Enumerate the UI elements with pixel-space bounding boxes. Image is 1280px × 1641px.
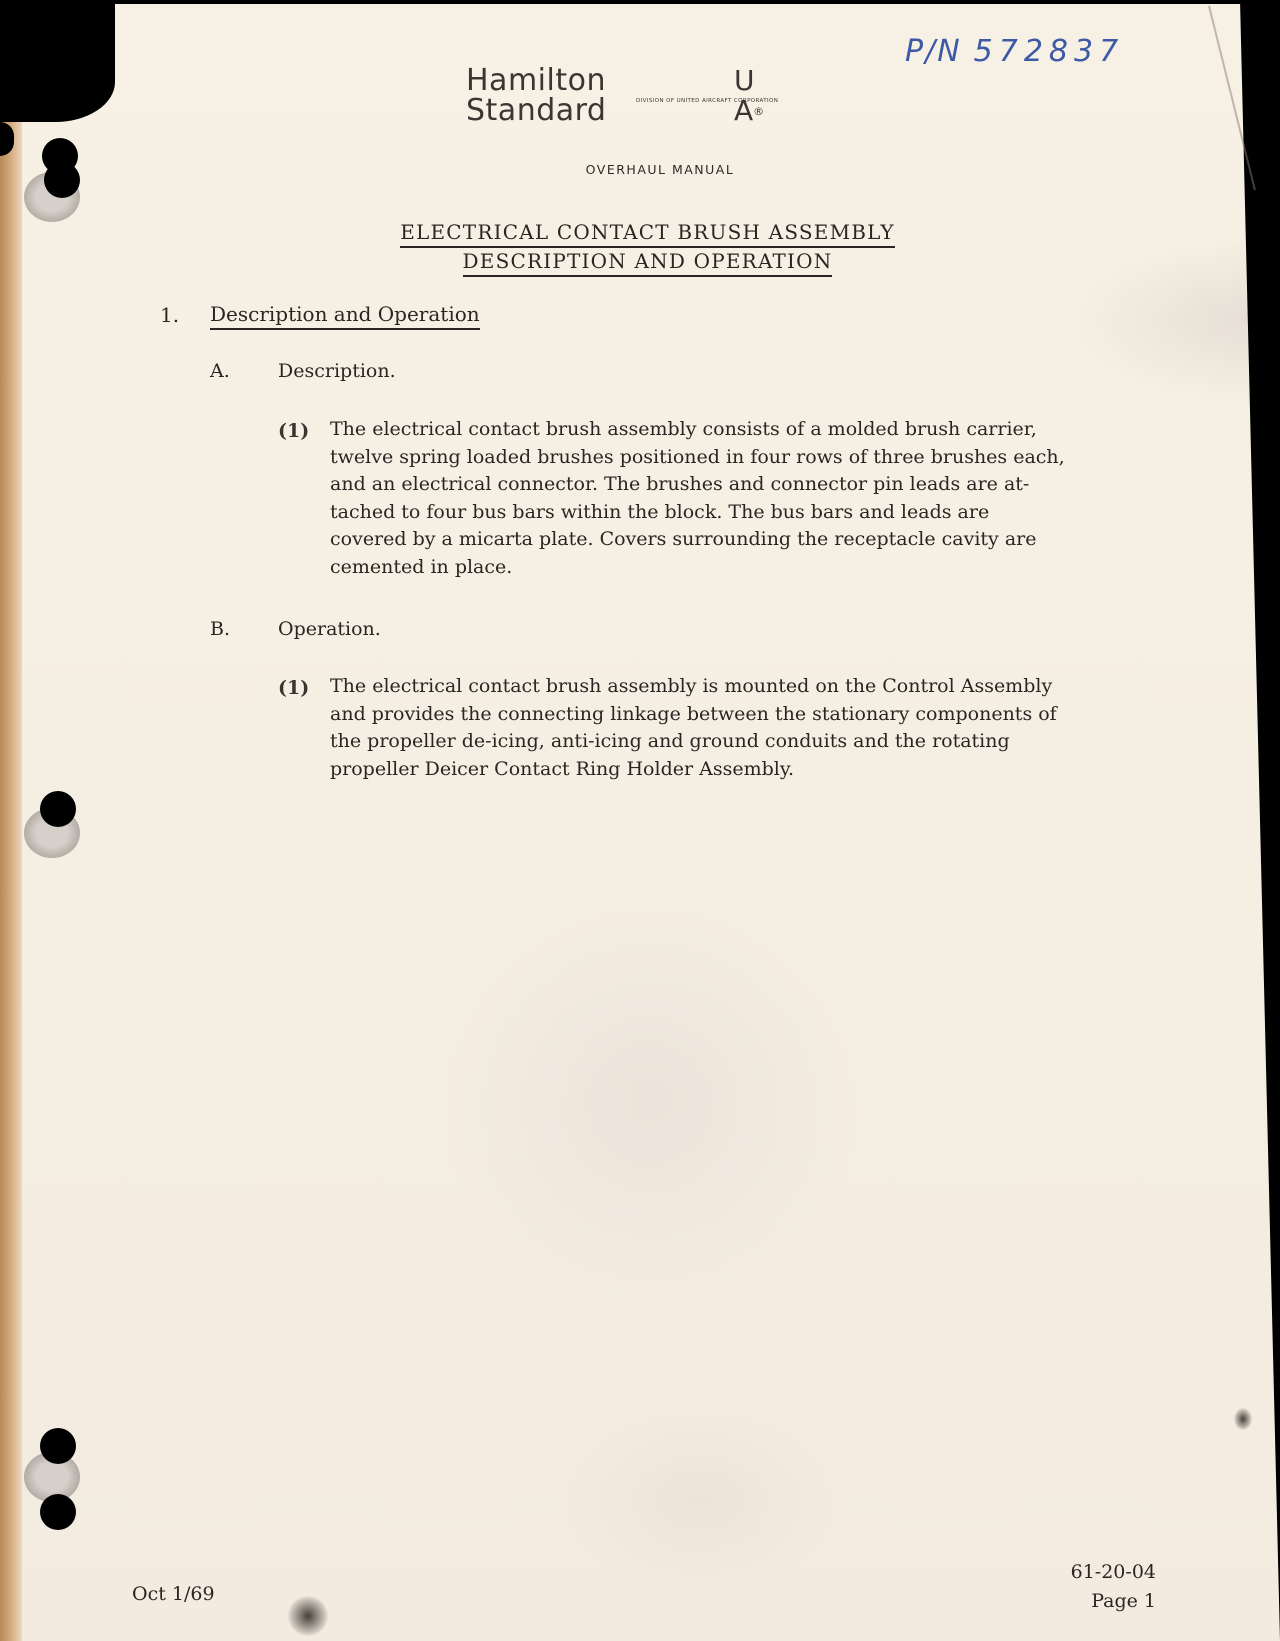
section-title: Description and Operation xyxy=(210,302,480,330)
subsection-letter-b: B. xyxy=(210,618,231,640)
paragraph-line: twelve spring loaded brushes positioned in four rows of three brushes each, xyxy=(330,445,1065,468)
brand-line-1: Hamilton xyxy=(466,63,606,98)
paragraph-line: The electrical contact brush assembly consists of a molded brush carrier, xyxy=(330,418,1037,440)
page-number: Page 1 xyxy=(1091,1590,1156,1612)
section-number: 1. xyxy=(160,303,180,327)
binder-hole-icon xyxy=(44,162,80,198)
title-line-2: DESCRIPTION AND OPERATION xyxy=(463,249,833,277)
binder-hole-icon xyxy=(40,1428,76,1464)
scan-border-right xyxy=(1240,0,1280,1641)
ink-smudge xyxy=(1234,1408,1252,1430)
paragraph-line: cemented in place. xyxy=(330,555,513,578)
subsection-title-description: Description. xyxy=(278,360,396,382)
paragraph-line: The electrical contact brush assembly is mounted on the Control Assembly xyxy=(330,675,1053,697)
paragraph-line: tached to four bus bars within the block. The bus bars and leads are xyxy=(330,500,990,523)
item-number: (1) xyxy=(278,420,310,442)
registered-mark: ® xyxy=(753,105,765,118)
division-text: DIVISION OF UNITED AIRCRAFT CORPORATION xyxy=(636,98,779,104)
united-aircraft-logo-icon xyxy=(734,66,764,127)
paragraph-line: the propeller de-icing, anti-icing and ground conduits and the rotating xyxy=(330,730,1010,752)
binding-edge xyxy=(0,115,22,1641)
document-title xyxy=(390,220,905,277)
chapter-reference: 61-20-04 xyxy=(1070,1561,1156,1583)
ua-bottom: A xyxy=(734,94,754,127)
page-footer-ref xyxy=(1046,1558,1156,1616)
torn-corner xyxy=(0,0,115,122)
paragraph-line: propeller Deicer Contact Ring Holder Assembly. xyxy=(330,757,795,780)
part-number-prefix: P/N xyxy=(905,34,962,69)
ink-smudge xyxy=(288,1596,328,1636)
paragraph-line: covered by a micarta plate. Covers surrounding the receptacle cavity are xyxy=(330,528,1037,550)
brand-line-2: Standard xyxy=(466,93,607,128)
subsection-letter-a: A. xyxy=(210,360,230,382)
manual-label: OVERHAUL MANUAL xyxy=(585,162,735,177)
operation-paragraph xyxy=(330,673,1190,783)
paragraph-line: and provides the connecting linkage between the stationary components of xyxy=(330,702,1057,725)
item-number: (1) xyxy=(278,677,310,699)
revision-date: Oct 1/69 xyxy=(132,1583,215,1605)
subsection-title-operation: Operation. xyxy=(278,618,381,640)
title-line-1: ELECTRICAL CONTACT BRUSH ASSEMBLY xyxy=(400,220,895,248)
paragraph-line: and an electrical connector. The brushes and connector pin leads are at- xyxy=(330,473,1030,495)
binder-hole-icon xyxy=(40,791,76,827)
part-number: 572837 xyxy=(973,34,1125,69)
hamilton-standard-logo xyxy=(466,63,607,128)
binder-hole-icon xyxy=(40,1494,76,1530)
handwritten-part-number xyxy=(905,34,1124,69)
scan-border-top xyxy=(0,0,1280,4)
ua-top: U xyxy=(734,64,755,97)
description-paragraph xyxy=(330,416,1190,581)
